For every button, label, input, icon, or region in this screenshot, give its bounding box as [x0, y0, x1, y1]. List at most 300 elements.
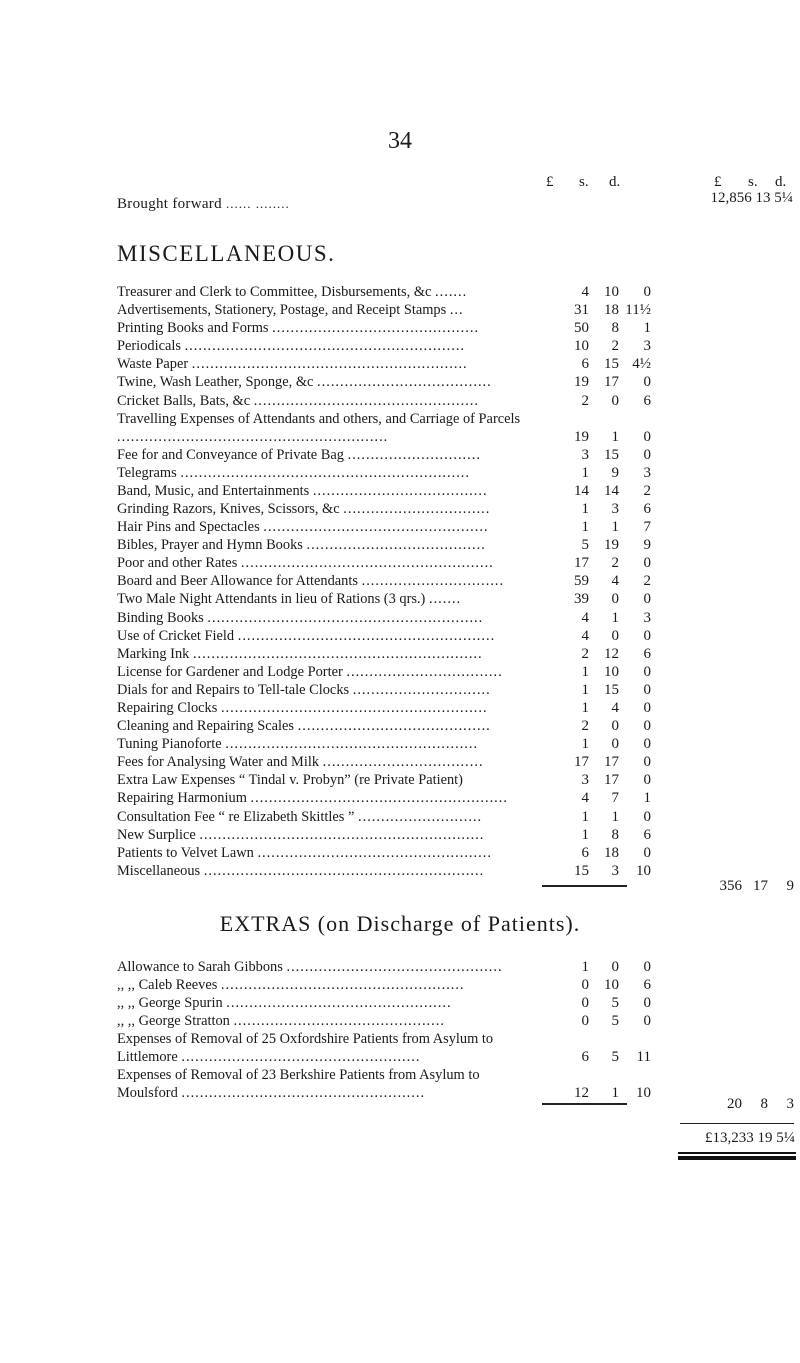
- item-amount: [541, 663, 651, 681]
- leader-dots: ........................................................: [250, 790, 508, 807]
- item-amount: [541, 717, 651, 735]
- ledger-row: [117, 355, 687, 373]
- misc-total-pounds: 356: [719, 878, 742, 894]
- item-text: Cleaning and Repairing Scales: [117, 718, 295, 735]
- item-label: [117, 392, 547, 410]
- item-text: Telegrams: [117, 464, 177, 481]
- item-text: Miscellaneous: [117, 862, 201, 879]
- item-text: ,, ,, George Stratton: [117, 1013, 230, 1030]
- item-text: Consultation Fee “ re Elizabeth Skittles ”: [117, 808, 355, 825]
- amount-shillings: 2: [611, 555, 619, 572]
- item-text: License for Gardener and Lodge Porter: [117, 663, 343, 680]
- item-text: Dials for and Repairs to Tell-tale Clocks: [117, 681, 350, 698]
- amount-shillings: 2: [611, 338, 619, 355]
- item-amount: [541, 482, 651, 500]
- ledger-row: [117, 771, 687, 789]
- item-label: [117, 681, 547, 699]
- amount-shillings: 3: [611, 500, 619, 517]
- item-text: Hair Pins and Spectacles: [117, 519, 260, 536]
- amount-pounds: 4: [581, 284, 589, 300]
- amount-pounds: 2: [581, 645, 589, 662]
- amount-pence: 0: [643, 555, 651, 572]
- item-amount: [541, 319, 651, 337]
- item-amount: [541, 500, 651, 518]
- ledger-row: [117, 518, 687, 536]
- amount-pounds: 50: [574, 320, 589, 337]
- item-amount: [541, 735, 651, 753]
- amount-pounds: 15: [574, 862, 589, 879]
- amount-pounds: 1: [581, 500, 589, 517]
- item-text: Marking Ink: [117, 645, 190, 662]
- miscellaneous-list: [117, 283, 687, 880]
- item-label: [117, 789, 547, 807]
- item-amount: [541, 681, 651, 699]
- item-label: [117, 373, 547, 391]
- item-label: [117, 735, 547, 753]
- leader-dots: ..................................: [346, 663, 503, 680]
- shillings-header-col2: s.: [748, 174, 758, 190]
- amount-pence: 7: [643, 519, 651, 536]
- amount-pence: 0: [643, 844, 651, 861]
- ledger-row: [117, 319, 687, 337]
- item-label: [117, 355, 547, 373]
- leader-dots: .....................................................: [220, 977, 465, 994]
- item-label: [117, 554, 547, 572]
- item-amount: [541, 518, 651, 536]
- leader-dots: .............................................................: [184, 338, 466, 355]
- item-label: [117, 410, 542, 446]
- brought-forward-label: Brought forward: [117, 196, 222, 212]
- item-amount: [541, 283, 651, 301]
- leader-dots: ................................: [343, 500, 491, 517]
- leader-dots: ...... ........: [225, 196, 290, 211]
- amount-pence: 0: [643, 718, 651, 735]
- leader-dots: ..............................................: [233, 1013, 445, 1030]
- item-text: Printing Books and Forms: [117, 320, 269, 337]
- item-text: Band, Music, and Entertainments: [117, 482, 310, 499]
- item-text: Board and Beer Allowance for Attendants: [117, 573, 358, 590]
- item-label: [117, 572, 547, 590]
- ledger-row: [117, 699, 687, 717]
- amount-shillings: 0: [611, 718, 619, 735]
- item-label: [117, 482, 547, 500]
- ledger-row: [117, 717, 687, 735]
- amount-pence: 6: [643, 826, 651, 843]
- ledger-row: [117, 735, 687, 753]
- item-text: Treasurer and Clerk to Committee, Disbursements, &c: [117, 284, 432, 300]
- ledger-row: [117, 464, 687, 482]
- leader-dots: ...: [449, 302, 464, 319]
- ledger-row: [117, 862, 687, 880]
- amount-pence: 6: [643, 645, 651, 662]
- item-amount: [541, 789, 651, 807]
- leader-dots: ...................................................: [257, 844, 492, 861]
- item-label: [117, 699, 547, 717]
- amount-shillings: 1: [611, 428, 619, 445]
- ledger-row: [117, 663, 687, 681]
- amount-pounds: 4: [581, 627, 589, 644]
- item-text: Binding Books: [117, 609, 204, 626]
- item-amount: [541, 808, 651, 826]
- leader-dots: ....................................................: [181, 1049, 421, 1066]
- leader-dots: ............................................................: [207, 609, 484, 626]
- ledger-row: [117, 572, 687, 590]
- item-label: [117, 319, 547, 337]
- amount-pence: 0: [643, 591, 651, 608]
- leader-dots: .....................................................: [181, 1085, 426, 1102]
- amount-pence: 2: [643, 573, 651, 590]
- amount-pounds: 17: [574, 555, 589, 572]
- amount-shillings: 8: [611, 320, 619, 337]
- item-text: Tuning Pianoforte: [117, 736, 222, 753]
- item-label: [117, 958, 547, 976]
- item-text: Repairing Harmonium: [117, 790, 247, 807]
- item-label: [117, 518, 547, 536]
- amount-shillings: 10: [604, 284, 619, 300]
- item-amount: [541, 337, 651, 355]
- item-amount: [541, 428, 651, 446]
- leader-dots: ......................................: [312, 482, 488, 499]
- amount-pence: 0: [643, 772, 651, 789]
- amount-shillings: 1: [611, 609, 619, 626]
- item-label: [117, 283, 547, 301]
- item-label: [117, 717, 547, 735]
- double-rule-top: [678, 1152, 796, 1154]
- amount-pence: 6: [643, 977, 651, 994]
- amount-pence: 1: [643, 320, 651, 337]
- item-amount: [541, 753, 651, 771]
- amount-pounds: 6: [581, 1049, 589, 1066]
- item-amount: [541, 645, 651, 663]
- ledger-row: [117, 789, 687, 807]
- amount-pence: 11½: [625, 302, 651, 319]
- amount-pounds: 39: [574, 591, 589, 608]
- item-amount: [541, 699, 651, 717]
- item-amount: [541, 536, 651, 554]
- item-label: [117, 771, 547, 789]
- amount-shillings: 3: [611, 862, 619, 879]
- ledger-row: [117, 681, 687, 699]
- ledger-row: [117, 536, 687, 554]
- leader-dots: .............................................................: [203, 862, 485, 879]
- amount-shillings: 8: [611, 826, 619, 843]
- leader-dots: .............................: [347, 446, 481, 463]
- amount-pence: 9: [643, 537, 651, 554]
- ledger-row: [117, 446, 687, 464]
- amount-pounds: 4: [581, 609, 589, 626]
- amount-pounds: 12: [574, 1085, 589, 1102]
- amount-pounds: 6: [581, 844, 589, 861]
- amount-pence: 4½: [632, 356, 651, 373]
- amount-pence: 0: [643, 995, 651, 1012]
- item-amount: [541, 771, 651, 789]
- item-label: [117, 994, 547, 1012]
- item-amount: [541, 301, 651, 319]
- amount-pounds: 1: [581, 663, 589, 680]
- item-text: Expenses of Removal of 25 Oxfordshire Patients from Asylum to Littlemore: [117, 1031, 494, 1066]
- amount-pounds: 17: [574, 754, 589, 771]
- amount-shillings: 4: [611, 573, 619, 590]
- amount-shillings: 15: [604, 446, 619, 463]
- amount-pounds: 1: [581, 826, 589, 843]
- leader-dots: .............................................: [272, 320, 480, 337]
- amount-shillings: 18: [604, 844, 619, 861]
- amount-pence: 0: [643, 754, 651, 771]
- amount-shillings: 0: [611, 736, 619, 753]
- leader-dots: ...............................................................: [180, 464, 470, 481]
- extras-total: [690, 1096, 794, 1113]
- item-label: [117, 1066, 542, 1102]
- amount-pounds: 0: [581, 1013, 589, 1030]
- item-text: Bibles, Prayer and Hymn Books: [117, 537, 303, 554]
- leader-dots: .......: [435, 284, 468, 300]
- amount-shillings: 5: [611, 995, 619, 1012]
- item-amount: [541, 1048, 651, 1066]
- item-amount: [541, 844, 651, 862]
- item-label: [117, 826, 547, 844]
- amount-shillings: 9: [611, 464, 619, 481]
- grand-total-rule: [680, 1123, 794, 1124]
- ledger-row: [117, 976, 687, 994]
- amount-pounds: 19: [574, 374, 589, 391]
- item-amount: [541, 373, 651, 391]
- amount-shillings: 15: [604, 356, 619, 373]
- ledger-row: [117, 410, 687, 446]
- item-text: Poor and other Rates: [117, 555, 238, 572]
- ledger-row: [117, 994, 687, 1012]
- amount-pounds: 1: [581, 519, 589, 536]
- amount-pence: 0: [643, 627, 651, 644]
- ledger-row: [117, 590, 687, 608]
- item-label: [117, 1030, 542, 1066]
- leader-dots: ..............................: [352, 681, 491, 698]
- leader-dots: ..............................................................: [199, 826, 485, 843]
- amount-pounds: 10: [574, 338, 589, 355]
- item-text: Allowance to Sarah Gibbons: [117, 959, 283, 975]
- amount-pence: 0: [643, 736, 651, 753]
- leader-dots: ........................................................: [237, 627, 496, 644]
- amount-pence: 6: [643, 392, 651, 409]
- item-text: Use of Cricket Field: [117, 627, 235, 644]
- ledger-row: [117, 283, 687, 301]
- ledger-row: [117, 645, 687, 663]
- ledger-row: [117, 373, 687, 391]
- leader-dots: ..........................................: [297, 718, 491, 735]
- amount-shillings: 17: [604, 772, 619, 789]
- amount-pounds: 1: [581, 681, 589, 698]
- item-label: [117, 500, 547, 518]
- amount-shillings: 17: [604, 374, 619, 391]
- item-text: Repairing Clocks: [117, 699, 218, 716]
- item-amount: [541, 464, 651, 482]
- item-text: ,, ,, George Spurin: [117, 995, 223, 1012]
- item-text: ,, ,, Caleb Reeves: [117, 977, 218, 994]
- ledger-row: [117, 554, 687, 572]
- amount-shillings: 19: [604, 537, 619, 554]
- item-amount: [541, 1012, 651, 1030]
- ledger-row: [117, 826, 687, 844]
- amount-pence: 0: [643, 959, 651, 975]
- amount-pence: 0: [643, 681, 651, 698]
- amount-pence: 0: [643, 808, 651, 825]
- leader-dots: .......................................................: [240, 555, 494, 572]
- item-label: [117, 536, 547, 554]
- amount-pence: 0: [643, 699, 651, 716]
- ledger-row: [117, 1030, 687, 1066]
- item-amount: [541, 572, 651, 590]
- leader-dots: ...........................: [358, 808, 483, 825]
- amount-pounds: 6: [581, 356, 589, 373]
- amount-pence: 0: [643, 663, 651, 680]
- amount-pounds: 1: [581, 959, 589, 975]
- ledger-row: [117, 627, 687, 645]
- amount-pounds: 31: [574, 302, 589, 319]
- ledger-row: [117, 1012, 687, 1030]
- item-text: Travelling Expenses of Attendants and others, and Carriage of Parcels: [117, 410, 521, 427]
- item-amount: [541, 355, 651, 373]
- leader-dots: .................................................: [263, 519, 489, 536]
- amount-pounds: 2: [581, 718, 589, 735]
- leader-dots: ...........................................................: [117, 428, 389, 445]
- item-amount: [541, 994, 651, 1012]
- ledger-row: [117, 844, 687, 862]
- pence-header-col1: d.: [609, 174, 621, 190]
- item-text: Advertisements, Stationery, Postage, and Receipt Stamps: [117, 302, 447, 319]
- item-text: Patients to Velvet Lawn: [117, 844, 254, 861]
- amount-shillings: 5: [611, 1049, 619, 1066]
- leader-dots: .................................................: [226, 995, 452, 1012]
- amount-shillings: 12: [604, 645, 619, 662]
- amount-pence: 6: [643, 500, 651, 517]
- ledger-row: [117, 337, 687, 355]
- item-label: [117, 1012, 547, 1030]
- leader-dots: ...............................................: [286, 959, 503, 975]
- item-amount: [541, 627, 651, 645]
- amount-pence: 3: [643, 338, 651, 355]
- amount-pounds: 2: [581, 392, 589, 409]
- amount-pounds: 19: [574, 428, 589, 445]
- amount-shillings: 0: [611, 392, 619, 409]
- extras-list: [117, 958, 687, 1102]
- amount-pence: 0: [643, 1013, 651, 1030]
- amount-shillings: 0: [611, 591, 619, 608]
- misc-sum-rule: [542, 885, 627, 887]
- double-rule-bottom: [678, 1156, 796, 1160]
- amount-pounds: 59: [574, 573, 589, 590]
- grand-total: £13,233 19 5¼: [705, 1130, 795, 1146]
- amount-shillings: 0: [611, 627, 619, 644]
- item-text: Waste Paper: [117, 356, 189, 373]
- amount-pounds: 14: [574, 482, 589, 499]
- amount-pounds: 0: [581, 977, 589, 994]
- leader-dots: .......................................: [306, 537, 486, 554]
- item-text: Grinding Razors, Knives, Scissors, &c: [117, 500, 340, 517]
- amount-pence: 10: [636, 1085, 651, 1102]
- ledger-row: [117, 808, 687, 826]
- item-amount: [541, 1084, 651, 1102]
- leader-dots: ...............................: [361, 573, 505, 590]
- extras-sum-rule: [542, 1103, 627, 1105]
- item-amount: [541, 609, 651, 627]
- item-label: [117, 609, 547, 627]
- amount-pence: 11: [636, 1049, 651, 1066]
- amount-shillings: 14: [604, 482, 619, 499]
- item-label: [117, 464, 547, 482]
- amount-pence: 1: [643, 790, 651, 807]
- amount-shillings: 4: [611, 699, 619, 716]
- item-amount: [541, 446, 651, 464]
- amount-pounds: 1: [581, 464, 589, 481]
- brought-forward: [117, 196, 290, 213]
- item-label: [117, 645, 547, 663]
- pounds-header-col1: £: [546, 174, 554, 190]
- item-text: New Surplice: [117, 826, 196, 843]
- amount-shillings: 18: [604, 302, 619, 319]
- pounds-header-col2: £: [714, 174, 722, 190]
- item-amount: [541, 976, 651, 994]
- item-label: [117, 590, 547, 608]
- item-amount: [541, 554, 651, 572]
- amount-pounds: 3: [581, 446, 589, 463]
- item-label: [117, 862, 547, 880]
- item-label: [117, 301, 547, 319]
- shillings-header-col1: s.: [579, 174, 589, 190]
- ledger-row: [117, 392, 687, 410]
- amount-shillings: 1: [611, 519, 619, 536]
- amount-pounds: 1: [581, 736, 589, 753]
- item-label: [117, 808, 547, 826]
- amount-pence: 3: [643, 609, 651, 626]
- pence-header-col2: d.: [775, 174, 787, 190]
- leader-dots: .......................................................: [225, 736, 479, 753]
- ledger-row: [117, 753, 687, 771]
- leader-dots: ..........................................................: [220, 699, 488, 716]
- amount-pence: 0: [643, 428, 651, 445]
- amount-pounds: 3: [581, 772, 589, 789]
- item-label: [117, 446, 547, 464]
- amount-shillings: 10: [604, 977, 619, 994]
- leader-dots: .......: [428, 591, 462, 608]
- leader-dots: ...............................................................: [192, 645, 483, 662]
- item-text: Fee for and Conveyance of Private Bag: [117, 446, 344, 463]
- ledger-row: [117, 500, 687, 518]
- leader-dots: ......................................: [317, 374, 492, 391]
- item-text: Twine, Wash Leather, Sponge, &c: [117, 374, 314, 391]
- item-amount: [541, 958, 651, 976]
- item-amount: [541, 826, 651, 844]
- amount-pence: 0: [643, 284, 651, 300]
- extras-total-shillings: 8: [760, 1096, 768, 1112]
- amount-shillings: 15: [604, 681, 619, 698]
- item-text: Expenses of Removal of 23 Berkshire Patients from Asylum to Moulsford: [117, 1067, 480, 1102]
- ledger-row: [117, 1066, 687, 1102]
- item-label: [117, 976, 547, 994]
- extras-total-pounds: 20: [727, 1096, 742, 1112]
- amount-shillings: 17: [604, 754, 619, 771]
- ledger-row: [117, 482, 687, 500]
- item-text: Extra Law Expenses “ Tindal v. Probyn” (re Private Patient): [117, 772, 463, 789]
- item-text: Periodicals: [117, 338, 181, 355]
- amount-pounds: 5: [581, 537, 589, 554]
- page-number: 34: [388, 128, 412, 154]
- brought-forward-total: 12,856 13 5¼: [710, 190, 793, 206]
- amount-pounds: 4: [581, 790, 589, 807]
- amount-shillings: 7: [611, 790, 619, 807]
- ledger-row: [117, 958, 687, 976]
- amount-pounds: 0: [581, 995, 589, 1012]
- leader-dots: .................................................: [253, 392, 479, 409]
- amount-pence: 0: [643, 374, 651, 391]
